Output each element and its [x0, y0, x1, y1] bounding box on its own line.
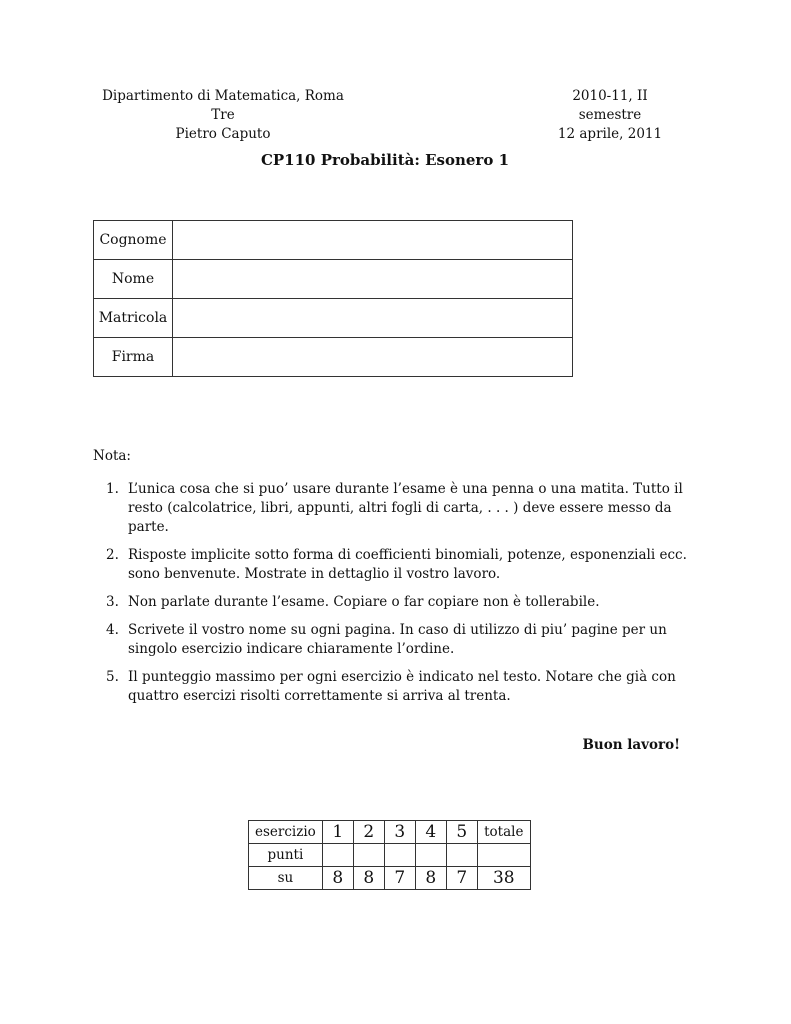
id-label: Nome [94, 260, 173, 299]
header-left [93, 87, 353, 144]
note-number: 5. [106, 669, 119, 685]
matricola-field[interactable] [173, 299, 573, 338]
student-id-table [93, 220, 573, 377]
id-row-matricola [94, 299, 573, 338]
id-row-firma [94, 338, 573, 377]
max-points: 7 [446, 867, 477, 890]
cognome-field[interactable] [173, 221, 573, 260]
exercise-number: 5 [446, 821, 477, 844]
exercise-number: 4 [415, 821, 446, 844]
exercise-number: 1 [322, 821, 353, 844]
department-name: Dipartimento di Matematica, Roma Tre [102, 88, 344, 123]
points-cell[interactable] [353, 844, 384, 867]
max-points: 7 [384, 867, 415, 890]
note-number: 2. [106, 547, 119, 563]
term: 2010-11, II semestre [572, 88, 648, 123]
nome-field[interactable] [173, 260, 573, 299]
list-item [106, 480, 693, 537]
id-row-cognome [94, 221, 573, 260]
exam-title: CP110 Probabilità: Esonero 1 [260, 151, 510, 169]
points-cell[interactable] [415, 844, 446, 867]
exam-date: 12 aprile, 2011 [557, 126, 663, 142]
instructor-name: Pietro Caputo [175, 126, 271, 142]
note-text: Scrivete il vostro nome su ogni pagina. In caso di utilizzo di piu’ pagine per un singolo esercizio indicare chiaramente l’ordine. [128, 622, 667, 657]
closing-text: Buon lavoro! [582, 737, 680, 753]
row-label: esercizio [249, 821, 323, 844]
table-row [249, 867, 531, 890]
points-total-cell[interactable] [477, 844, 530, 867]
max-points: 8 [322, 867, 353, 890]
id-row-nome [94, 260, 573, 299]
note-text: L’unica cosa che si puo’ usare durante l’esame è una penna o una matita. Tutto il resto (calcolatrice, libri, appunti, altri fogli di carta, . . . ) deve essere messo da parte. [128, 481, 683, 535]
firma-field[interactable] [173, 338, 573, 377]
id-label: Cognome [94, 221, 173, 260]
row-label: punti [249, 844, 323, 867]
max-points: 8 [353, 867, 384, 890]
list-item [106, 593, 693, 612]
note-text: Non parlate durante l’esame. Copiare o far copiare non è tollerabile. [128, 594, 600, 610]
points-cell[interactable] [446, 844, 477, 867]
note-number: 4. [106, 622, 119, 638]
max-points: 8 [415, 867, 446, 890]
points-cell[interactable] [322, 844, 353, 867]
nota-label: Nota: [93, 448, 131, 464]
note-text: Il punteggio massimo per ogni esercizio è indicato nel testo. Notare che già con quattro esercizi risolti correttamente si arriva al trenta. [128, 669, 676, 704]
points-cell[interactable] [384, 844, 415, 867]
header-right [540, 87, 680, 144]
list-item [106, 546, 693, 584]
list-item [106, 621, 693, 659]
max-total: 38 [477, 867, 530, 890]
list-item [106, 668, 693, 706]
notes-list [93, 480, 693, 715]
note-text: Risposte implicite sotto forma di coefficienti binomiali, potenze, esponenziali ecc. sono benvenute. Mostrate in dettaglio il vostro lavoro. [128, 547, 687, 582]
total-label: totale [477, 821, 530, 844]
row-label: su [249, 867, 323, 890]
table-row [249, 844, 531, 867]
id-label: Firma [94, 338, 173, 377]
id-label: Matricola [94, 299, 173, 338]
exercise-number: 3 [384, 821, 415, 844]
score-table [248, 820, 531, 890]
note-number: 3. [106, 594, 119, 610]
exercise-number: 2 [353, 821, 384, 844]
note-number: 1. [106, 481, 119, 497]
table-row [249, 821, 531, 844]
